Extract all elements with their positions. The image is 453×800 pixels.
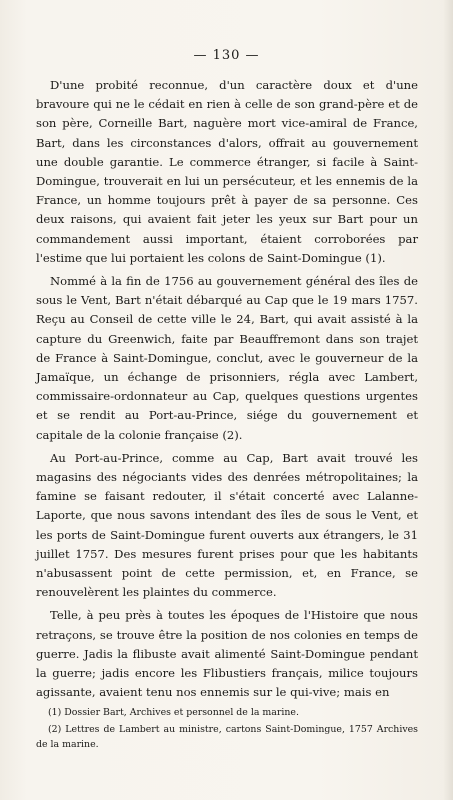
paragraph-2: Nommé à la fin de 1756 au gouvernement général des îles de sous le Vent, Bart n'était débarqué au Cap que le 19 mars 1757. Reçu au Conseil de cette ville le 24, Bart, qui avait assisté à la capture du Greenwich, faite par Beauffremont dans son trajet de France à Saint-Domingue, conclut, avec le gouverneur de la Jamaïque, un échange de prisonniers, régla avec Lambert, commissaire-ordonnateur au Cap, quelques questions urgentes et se rendit au Port-au-Prince, siége du gouvernement et capitale de la colonie française (2). bbox=[36, 274, 418, 442]
footnote-1: (1) Dossier Bart, Archives et personnel de la marine. bbox=[48, 707, 299, 718]
footnote-2: (2) Lettres de Lambert au ministre, cartons Saint-Domingue, 1757 Archives de la marine. bbox=[36, 724, 418, 750]
paragraph-4: Telle, à peu près à toutes les époques de l'Histoire que nous retraçons, se trouve être la position de nos colonies en temps de guerre. Jadis la flibuste avait alimenté Saint-Domingue pendant la guerre; jadis encore les Flibustiers français, milice toujours agissante, avaient tenu nos ennemis sur le qui-vive; mais en bbox=[36, 608, 418, 700]
body-text bbox=[36, 76, 418, 707]
footnotes bbox=[36, 705, 418, 754]
page-number: — 130 — bbox=[193, 48, 260, 63]
paragraph-1: D'une probité reconnue, d'un caractère doux et d'une bravoure qui ne le cédait en rien à celle de son grand-père et de son père, Corneille Bart, naguère mort vice-amiral de France, Bart, dans les circonstances d'alors, offrait au gouvernement une double garantie. Le commerce étranger, si facile à Saint-Domingue, trouverait en lui un persécuteur, et les ennemis de la France, un homme toujours prêt à payer de sa personne. Ces deux raisons, qui avaient fait jeter les yeux sur Bart pour un commandement aussi important, étaient corroborées par l'estime que lui portaient les colons de Saint-Domingue (1). bbox=[36, 78, 418, 265]
paragraph-3: Au Port-au-Prince, comme au Cap, Bart avait trouvé les magasins des négociants vides des denrées métropolitaines; la famine se faisant redouter, il s'était concerté avec Lalanne-Laporte, que nous savons intendant des îles de sous le Vent, et les ports de Saint-Domingue furent ouverts aux étrangers, le 31 juillet 1757. Des mesures furent prises pour que les habitants n'abusassent point de cette permission, et, en France, se renouvelèrent les plaintes du commerce. bbox=[36, 450, 418, 600]
